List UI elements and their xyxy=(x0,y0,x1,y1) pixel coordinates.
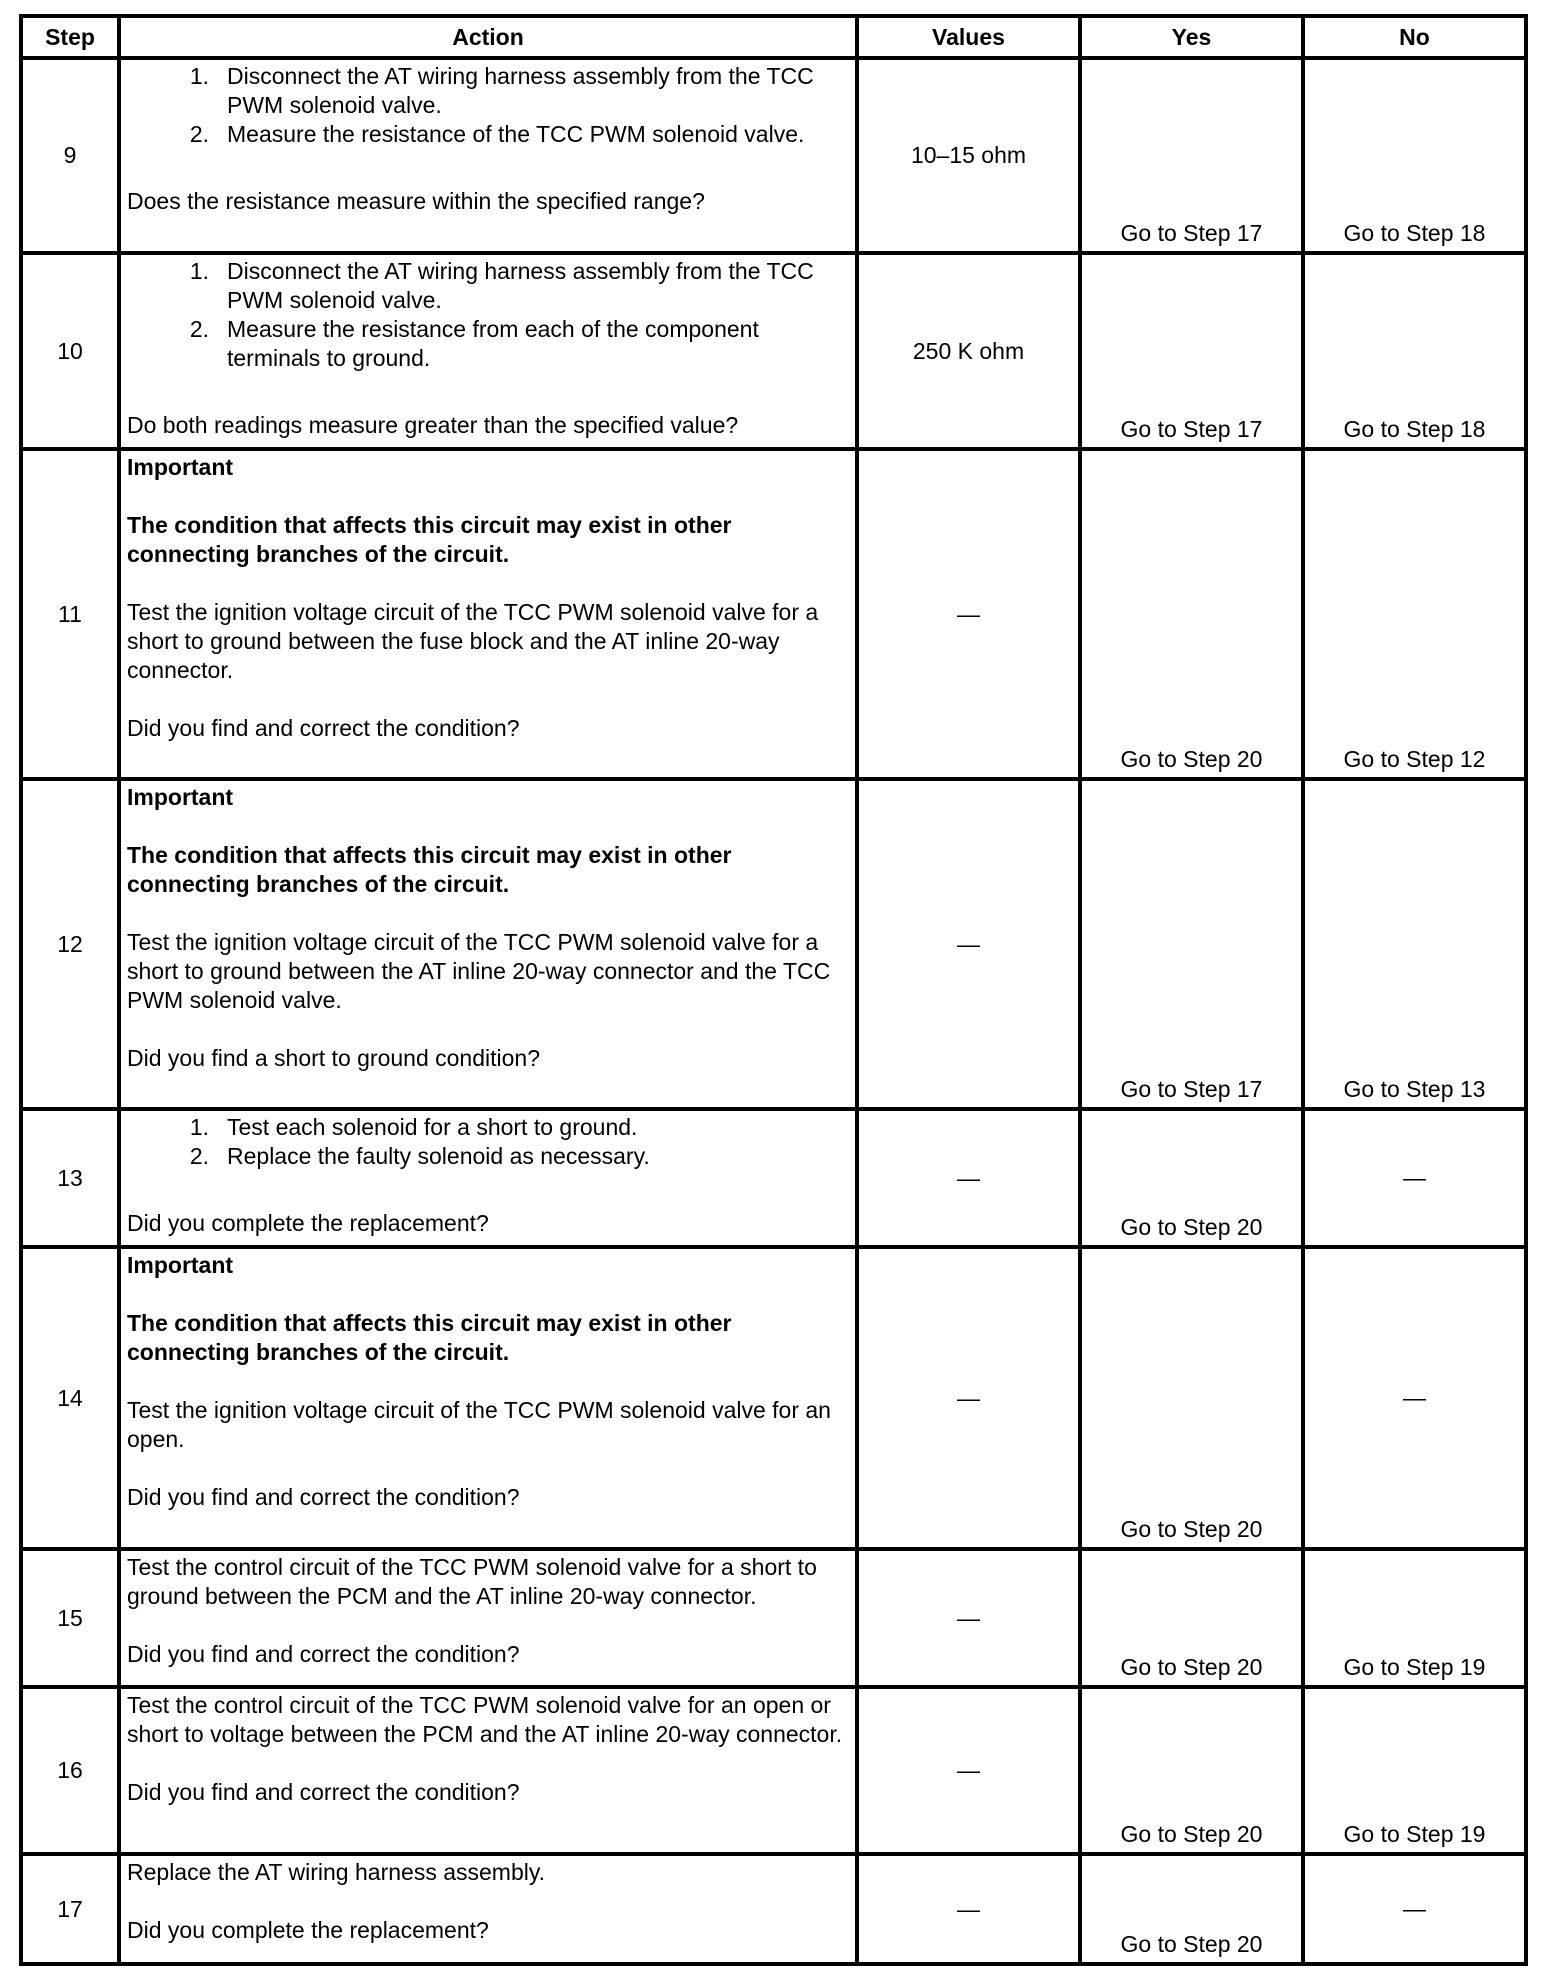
no-link[interactable]: Go to Step 18 xyxy=(1343,416,1486,442)
step-number: 17 xyxy=(21,1854,119,1964)
no-cell xyxy=(1303,253,1526,449)
action-question: Does the resistance measure within the specified range? xyxy=(127,188,705,214)
important-note: The condition that affects this circuit may exist in other connecting branches of the circuit. xyxy=(127,1310,732,1365)
action-question: Did you complete the replacement? xyxy=(127,1210,489,1236)
list-item xyxy=(127,257,849,315)
action-question: Did you find and correct the condition? xyxy=(127,1641,520,1667)
list-number: 2. xyxy=(189,316,209,342)
action-text: Replace the AT wiring harness assembly. xyxy=(127,1859,546,1885)
yes-cell xyxy=(1080,1854,1303,1964)
action-question: Did you find and correct the condition? xyxy=(127,715,520,741)
step-number: 12 xyxy=(21,779,119,1109)
action-text: Test the ignition voltage circuit of the TCC PWM solenoid valve for an open. xyxy=(127,1397,831,1452)
table-row xyxy=(21,58,1526,253)
yes-link[interactable]: Go to Step 20 xyxy=(1120,1516,1263,1542)
value-cell: — xyxy=(857,779,1080,1109)
no-cell xyxy=(1303,1109,1526,1247)
yes-link[interactable]: Go to Step 20 xyxy=(1120,1821,1263,1847)
yes-link[interactable]: Go to Step 17 xyxy=(1120,220,1263,246)
step-number: 11 xyxy=(21,449,119,779)
no-link[interactable]: Go to Step 18 xyxy=(1343,220,1486,246)
list-item xyxy=(127,120,849,149)
table-row xyxy=(21,1549,1526,1687)
no-cell xyxy=(1303,1854,1526,1964)
action-question: Did you find and correct the condition? xyxy=(127,1484,520,1510)
step-number: 9 xyxy=(21,58,119,253)
yes-link[interactable]: Go to Step 17 xyxy=(1120,416,1263,442)
important-note: The condition that affects this circuit may exist in other connecting branches of the circuit. xyxy=(127,512,732,567)
value-cell: — xyxy=(857,1247,1080,1549)
list-text: Measure the resistance of the TCC PWM solenoid valve. xyxy=(227,121,805,147)
action-cell xyxy=(119,1109,857,1247)
table-row xyxy=(21,253,1526,449)
value-cell: — xyxy=(857,449,1080,779)
action-text: Test the ignition voltage circuit of the TCC PWM solenoid valve for a short to ground between the AT inline 20-way connector and the TCC PWM solenoid valve. xyxy=(127,929,831,1013)
header-no: No xyxy=(1303,16,1526,58)
step-number: 15 xyxy=(21,1549,119,1687)
action-cell xyxy=(119,779,857,1109)
yes-link[interactable]: Go to Step 17 xyxy=(1120,1076,1263,1102)
action-cell xyxy=(119,1854,857,1964)
list-number: 1. xyxy=(189,63,209,89)
yes-link[interactable]: Go to Step 20 xyxy=(1120,1931,1263,1957)
action-cell xyxy=(119,449,857,779)
list-item xyxy=(127,1113,849,1142)
no-cell xyxy=(1303,1549,1526,1687)
no-value: — xyxy=(1403,1384,1426,1411)
value-cell: 10–15 ohm xyxy=(857,58,1080,253)
yes-cell xyxy=(1080,449,1303,779)
step-number: 16 xyxy=(21,1687,119,1854)
list-number: 2. xyxy=(189,121,209,147)
list-item xyxy=(127,1142,849,1171)
no-cell xyxy=(1303,1247,1526,1549)
list-text: Measure the resistance from each of the component terminals to ground. xyxy=(227,316,759,371)
action-steps xyxy=(127,257,849,373)
important-label: Important xyxy=(127,454,234,480)
action-question: Did you find a short to ground condition? xyxy=(127,1045,540,1071)
list-text: Test each solenoid for a short to ground. xyxy=(227,1114,638,1140)
action-question: Did you complete the replacement? xyxy=(127,1917,489,1943)
table-row xyxy=(21,449,1526,779)
value-cell: — xyxy=(857,1854,1080,1964)
header-action: Action xyxy=(119,16,857,58)
yes-cell xyxy=(1080,58,1303,253)
list-number: 2. xyxy=(189,1143,209,1169)
no-cell xyxy=(1303,449,1526,779)
important-label: Important xyxy=(127,784,234,810)
no-cell xyxy=(1303,1687,1526,1854)
table-row xyxy=(21,779,1526,1109)
value-cell: — xyxy=(857,1109,1080,1247)
list-number: 1. xyxy=(189,1114,209,1140)
header-row xyxy=(21,16,1526,58)
action-text: Test the control circuit of the TCC PWM solenoid valve for an open or short to voltage between the PCM and the AT inline 20-way connector. xyxy=(127,1692,843,1747)
yes-cell xyxy=(1080,253,1303,449)
list-text: Replace the faulty solenoid as necessary. xyxy=(227,1143,650,1169)
important-note: The condition that affects this circuit may exist in other connecting branches of the circuit. xyxy=(127,842,732,897)
yes-cell xyxy=(1080,779,1303,1109)
no-cell xyxy=(1303,779,1526,1109)
step-number: 10 xyxy=(21,253,119,449)
table-row xyxy=(21,1247,1526,1549)
list-item xyxy=(127,315,849,373)
no-link[interactable]: Go to Step 12 xyxy=(1343,746,1486,772)
header-values: Values xyxy=(857,16,1080,58)
action-text: Test the ignition voltage circuit of the TCC PWM solenoid valve for a short to ground between the fuse block and the AT inline 20-way connector. xyxy=(127,599,819,683)
table-row xyxy=(21,1854,1526,1964)
value-cell: — xyxy=(857,1549,1080,1687)
action-cell xyxy=(119,1687,857,1854)
diagnostic-table xyxy=(19,14,1528,1966)
action-steps xyxy=(127,1113,849,1171)
important-label: Important xyxy=(127,1252,234,1278)
action-steps xyxy=(127,62,849,149)
no-link[interactable]: Go to Step 19 xyxy=(1343,1821,1486,1847)
value-cell: — xyxy=(857,1687,1080,1854)
yes-link[interactable]: Go to Step 20 xyxy=(1120,1654,1263,1680)
no-cell xyxy=(1303,58,1526,253)
action-question: Do both readings measure greater than the specified value? xyxy=(127,412,739,438)
yes-cell xyxy=(1080,1247,1303,1549)
action-cell xyxy=(119,1247,857,1549)
yes-link[interactable]: Go to Step 20 xyxy=(1120,746,1263,772)
header-yes: Yes xyxy=(1080,16,1303,58)
no-value: — xyxy=(1403,1164,1426,1191)
action-cell xyxy=(119,1549,857,1687)
yes-cell xyxy=(1080,1109,1303,1247)
no-link[interactable]: Go to Step 13 xyxy=(1343,1076,1486,1102)
action-cell xyxy=(119,253,857,449)
list-item xyxy=(127,62,849,120)
list-text: Disconnect the AT wiring harness assembly from the TCC PWM solenoid valve. xyxy=(227,63,814,118)
no-link[interactable]: Go to Step 19 xyxy=(1343,1654,1486,1680)
action-question: Did you find and correct the condition? xyxy=(127,1779,520,1805)
no-value: — xyxy=(1403,1895,1426,1922)
table-row xyxy=(21,1109,1526,1247)
header-step: Step xyxy=(21,16,119,58)
list-text: Disconnect the AT wiring harness assembly from the TCC PWM solenoid valve. xyxy=(227,258,814,313)
yes-link[interactable]: Go to Step 20 xyxy=(1120,1214,1263,1240)
step-number: 14 xyxy=(21,1247,119,1549)
action-cell xyxy=(119,58,857,253)
table-row xyxy=(21,1687,1526,1854)
value-cell: 250 K ohm xyxy=(857,253,1080,449)
yes-cell xyxy=(1080,1549,1303,1687)
yes-cell xyxy=(1080,1687,1303,1854)
action-text: Test the control circuit of the TCC PWM solenoid valve for a short to ground between the PCM and the AT inline 20-way connector. xyxy=(127,1554,817,1609)
list-number: 1. xyxy=(189,258,209,284)
step-number: 13 xyxy=(21,1109,119,1247)
